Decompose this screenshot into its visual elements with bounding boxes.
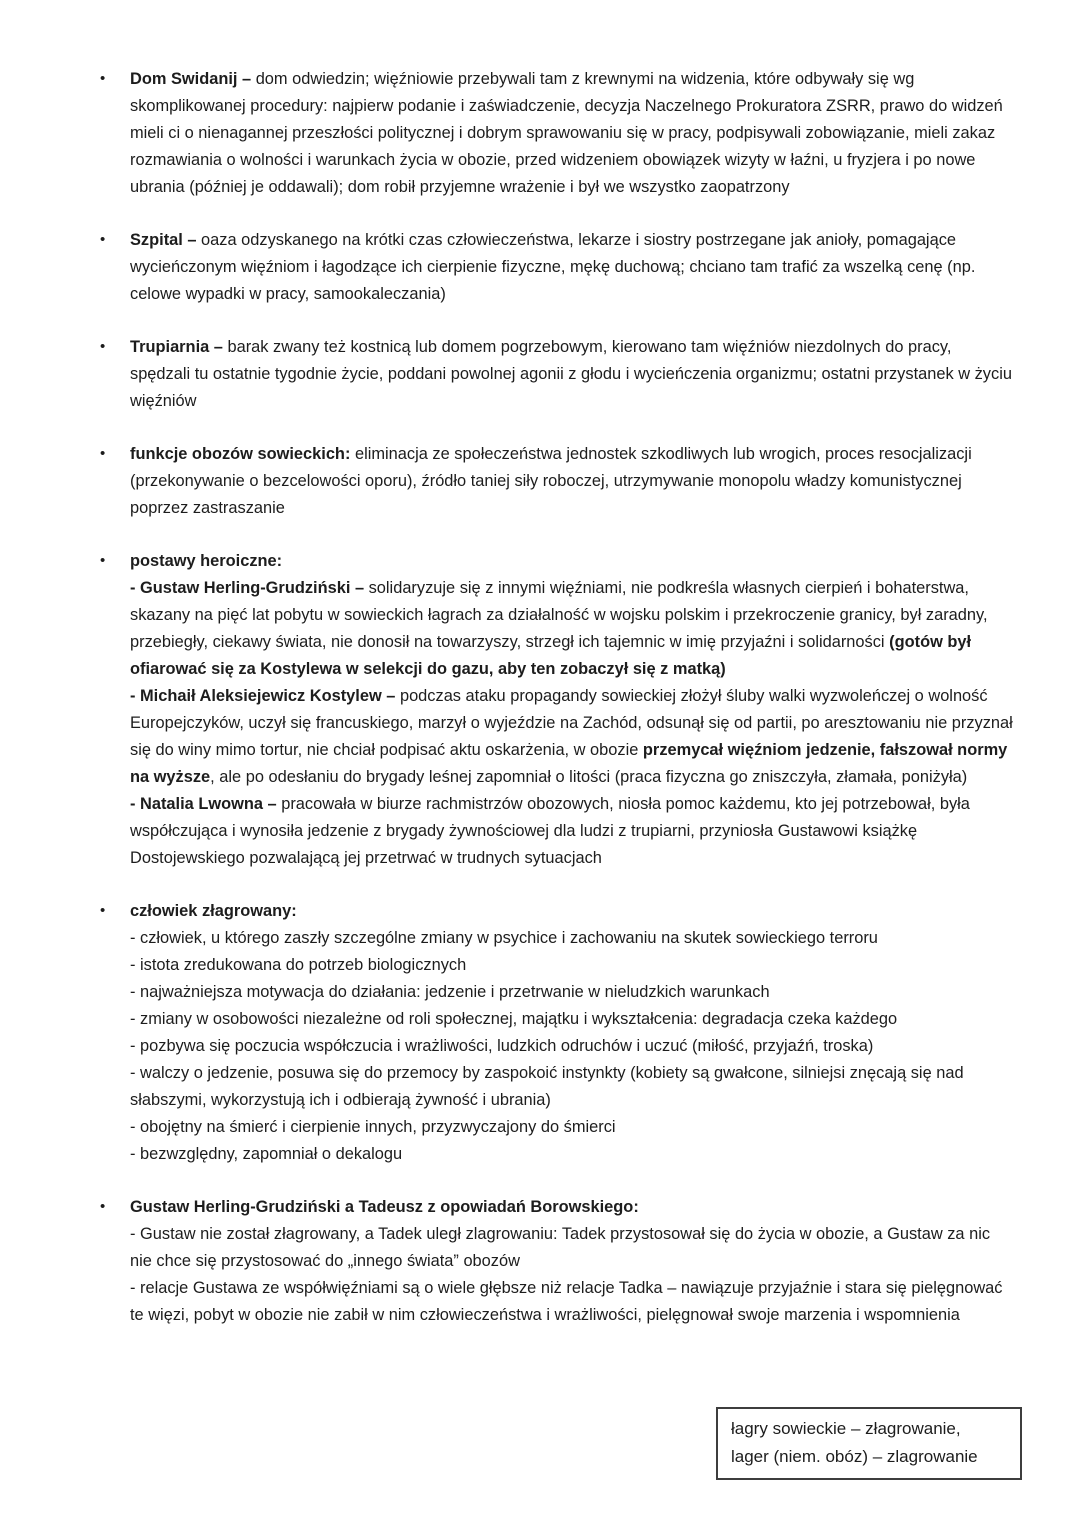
- text-run: - człowiek, u którego zaszły szczególne zmiany w psychice i zachowaniu na skutek sowieckiego terroru: [130, 929, 878, 947]
- dash-line: [130, 952, 1016, 979]
- dash-line: [130, 1141, 1016, 1168]
- text-run: - zmiany w osobowości niezależne od roli społecznej, majątku i wykształcenia: degradacja czeka każdego: [130, 1010, 898, 1028]
- text-run: dom odwiedzin; więźniowie przebywali tam z krewnymi na widzenia, które odbywały się wg skomplikowanej procedury: najpierw podanie i zaświadczenie, decyzja Naczelnego Prokuratora ZSRR, prawo do widzeń mieli ci o nienagannej przeszłości politycznej i dobrym sprawowaniu się w pracy, podpisywali zobowiązanie, mieli zakaz rozmawiania o wolności i warunkach życia w obozie, przed widzeniem obowiązek wizyty w łaźni, u fryzjera i po nowe ubrania (później je oddawali); dom robił przyjemne wrażenie i był we wszystko zaopatrzony: [130, 70, 1003, 196]
- text-run: - pozbywa się poczucia współczucia i wrażliwości, ludzkich odruchów i uczuć (miłość, przyjaźń, troska): [130, 1037, 874, 1055]
- dash-line: [130, 1114, 1016, 1141]
- list-item-trupiarnia: [99, 334, 1016, 415]
- list-item-gustaw-a-tadeusz: [99, 1194, 1016, 1329]
- text-run: - walczy o jedzenie, posuwa się do przemocy by zaspokoić instynkty (kobiety są gwałcone, silniejsi znęcają się nad słabszymi, wykorzystują ich i odbierają żywność i ubrania): [130, 1064, 964, 1109]
- text-run: - Natalia Lwowna –: [130, 795, 282, 813]
- bullet-icon: •: [100, 70, 106, 87]
- bullet-icon: •: [100, 902, 106, 919]
- dash-line: [130, 1221, 1016, 1275]
- dash-line: [130, 1060, 1016, 1114]
- dash-line: [130, 925, 1016, 952]
- bullet-icon: •: [100, 338, 106, 355]
- para-natalia-lwowna: [130, 791, 1016, 872]
- text-run: - istota zredukowana do potrzeb biologicznych: [130, 956, 467, 974]
- text-run: Gustaw Herling-Grudziński a Tadeusz z opowiadań Borowskiego:: [130, 1198, 639, 1216]
- section-heading: [130, 548, 1016, 575]
- bullet-icon: •: [100, 445, 106, 462]
- text-run: - relacje Gustawa ze współwięźniami są o wiele głębsze niż relacje Tadka – nawiązuje przyjaźnie i stara się pielęgnować te więzi, pobyt w obozie nie zabił w nim człowieczeństwa i wrażliwości, pielęgnował swoje marzenia i wspomnienia: [130, 1279, 1003, 1324]
- list-item-funkcje-obozow: [99, 441, 1016, 522]
- section-heading: [130, 898, 1016, 925]
- dash-line: [130, 979, 1016, 1006]
- text-run: - Michaił Aleksiejewicz Kostylew –: [130, 687, 400, 705]
- list-item-szpital: [99, 227, 1016, 308]
- para-gustaw-herling: [130, 575, 1016, 683]
- text-run: oaza odzyskanego na krótki czas człowieczeństwa, lekarze i siostry postrzegane jak anioły, pomagające wycieńczonym więźniom i łagodzące ich cierpienie fizyczne, mękę duchową; chciano tam trafić za wszelką cenę (np. celowe wypadki w pracy, samookaleczania): [130, 231, 976, 303]
- text-run: przemycał więźniom jedzenie, fałszował normy na wyższe: [130, 741, 1008, 786]
- paragraph: [130, 66, 1016, 201]
- text-run: człowiek złagrowany:: [130, 902, 297, 920]
- paragraph: [130, 441, 1016, 522]
- list-item-dom-swidanij: [99, 66, 1016, 201]
- text-run: - najważniejsza motywacja do działania: jedzenie i przetrwanie w nieludzkich warunkach: [130, 983, 770, 1001]
- text-run: solidaryzuje się z innymi więźniami, nie podkreśla własnych cierpień i bohaterstwa, skazany na pięć lat pobytu w sowieckich łagrach za działalność w wojsku polskim i przekroczenie granicy, był zaradny, przebiegły, ciekawy świata, nie donosił na towarzyszy, strzegł ich tajemnic w imię przyjaźni i solidarności: [130, 579, 988, 651]
- notes-list: [99, 66, 1022, 1329]
- bullet-icon: •: [100, 552, 106, 569]
- section-heading: [130, 1194, 1016, 1221]
- dash-line: [130, 1275, 1016, 1329]
- text-run: Szpital –: [130, 231, 202, 249]
- text-run: eliminacja ze społeczeństwa jednostek szkodliwych lub wrogich, proces resocjalizacji (przekonywanie o bezcelowości oporu), źródło taniej siły roboczej, utrzymywanie monopolu władzy komunistycznej poprzez zastraszanie: [130, 445, 972, 517]
- note-box: [716, 1407, 1022, 1480]
- text-run: Dom Swidanij –: [130, 70, 256, 88]
- text-run: , ale po odesłaniu do brygady leśnej zapomniał o litości (praca fizyczna go zniszczyła, złamała, poniżyła): [210, 768, 968, 786]
- text-run: Trupiarnia –: [130, 338, 228, 356]
- text-run: - obojętny na śmierć i cierpienie innych, przyzwyczajony do śmierci: [130, 1118, 616, 1136]
- text-run: (gotów był ofiarować się za Kostylewa w selekcji do gazu, aby ten zobaczył się z matką): [130, 633, 972, 678]
- dash-line: [130, 1006, 1016, 1033]
- paragraph: [130, 227, 1016, 308]
- list-item-czlowiek-zlagrowany: [99, 898, 1016, 1168]
- bullet-icon: •: [100, 1198, 106, 1215]
- bullet-icon: •: [100, 231, 106, 248]
- text-run: podczas ataku propagandy sowieckiej złożył śluby walki wyzwoleńczej o wolność Europejczyków, uczył się francuskiego, marzył o wyjeździe na Zachód, odsunął się od partii, po aresztowaniu nie przyznał się do winy mimo tortur, nie chciał podpisać aktu oskarżenia, w obozie: [130, 687, 1013, 759]
- text-run: pracowała w biurze rachmistrzów obozowych, niosła pomoc każdemu, kto jej potrzebował, była współczująca i wynosiła jedzenie z brygady żywnościowej dla ludzi z trupiarni, przyniosła Gustawowi książkę Dostojewskiego pozwalającą jej przetrwać w trudnych sytuacjach: [130, 795, 970, 867]
- note-line: łagry sowieckie – złagrowanie,: [731, 1419, 961, 1438]
- para-kostylew: [130, 683, 1016, 791]
- text-run: - bezwzględny, zapomniał o dekalogu: [130, 1145, 403, 1163]
- text-run: postawy heroiczne:: [130, 552, 283, 570]
- text-run: - Gustaw Herling-Grudziński –: [130, 579, 369, 597]
- text-run: barak zwany też kostnicą lub domem pogrzebowym, kierowano tam więźniów niezdolnych do pracy, spędzali tu ostatnie tygodnie życie, poddani powolnej agonii z głodu i wycieńczenia organizmu; ostatni przystanek w życiu więźniów: [130, 338, 1012, 410]
- dash-line: [130, 1033, 1016, 1060]
- note-line: lager (niem. obóz) – zlagrowanie: [731, 1447, 978, 1466]
- paragraph: [130, 334, 1016, 415]
- list-item-postawy-heroiczne: [99, 548, 1016, 872]
- text-run: funkcje obozów sowieckich:: [130, 445, 355, 463]
- text-run: - Gustaw nie został złagrowany, a Tadek uległ zlagrowaniu: Tadek przystosował się do życia w obozie, a Gustaw za nic nie chce się przystosować do „innego świata” obozów: [130, 1225, 991, 1270]
